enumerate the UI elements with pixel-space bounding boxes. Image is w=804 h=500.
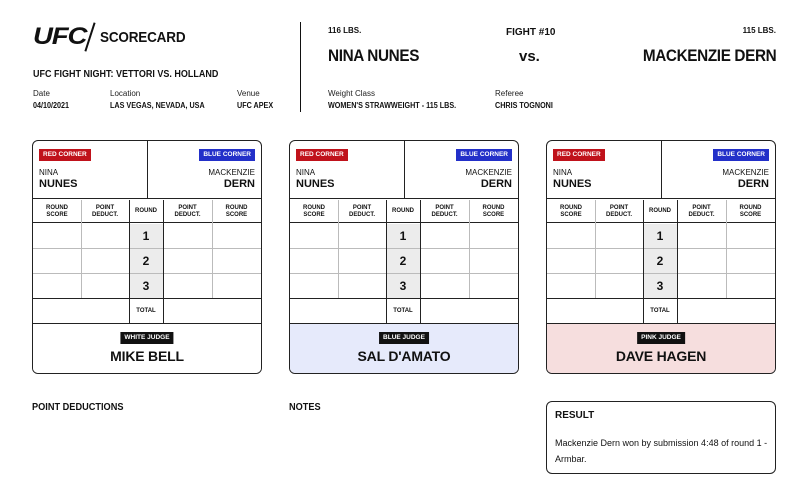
- total-label: TOTAL: [393, 307, 413, 314]
- judge-footer: [547, 323, 775, 374]
- round-2-label: 2: [129, 249, 163, 273]
- corner-divider: [661, 141, 662, 199]
- column-divider: [469, 200, 470, 298]
- notes-heading: NOTES: [289, 402, 321, 413]
- blue-fighter-first-name: MACKENZIE: [465, 168, 512, 177]
- corner-divider: [147, 141, 148, 199]
- column-divider: [420, 200, 421, 323]
- judge-badge: BLUE JUDGE: [379, 332, 429, 344]
- fight-number: FIGHT #10: [506, 27, 556, 38]
- event-name: UFC FIGHT NIGHT: VETTORI VS. HOLLAND: [33, 69, 219, 80]
- red-corner-badge: RED CORNER: [553, 149, 605, 161]
- red-point-deduct-header: POINT DEDUCT.: [348, 204, 375, 218]
- row-divider: [33, 248, 261, 249]
- row-divider: [290, 273, 518, 274]
- corner-header: [290, 141, 518, 199]
- judge-footer: [290, 323, 518, 374]
- judge-name: SAL D'AMATO: [357, 348, 451, 364]
- row-divider: [547, 248, 775, 249]
- blue-point-deduct-header: POINT DEDUCT.: [431, 204, 458, 218]
- scorecard-judge-1: [32, 140, 262, 374]
- judge-badge: WHITE JUDGE: [120, 332, 173, 344]
- column-divider: [677, 200, 678, 323]
- venue-value: UFC APEX: [237, 101, 274, 110]
- round-header: ROUND: [135, 208, 157, 214]
- judge-name: MIKE BELL: [110, 348, 184, 364]
- corner-divider: [404, 141, 405, 199]
- red-fighter-name: NINA NUNES: [328, 46, 420, 65]
- venue-label: Venue: [237, 89, 260, 98]
- score-header-row: [547, 200, 775, 223]
- blue-fighter-last-name: DERN: [737, 178, 769, 190]
- red-fighter-first-name: NINA: [39, 168, 59, 177]
- round-3-label: 3: [129, 274, 163, 298]
- blue-round-score-header: ROUND SCORE: [739, 204, 762, 218]
- red-fighter-first-name: NINA: [296, 168, 316, 177]
- blue-fighter-name: MACKENZIE DERN: [642, 46, 776, 65]
- blue-fighter-last-name: DERN: [480, 178, 512, 190]
- result-title: RESULT: [555, 410, 595, 421]
- red-fighter-last-name: NUNES: [296, 178, 335, 190]
- round-header: ROUND: [392, 208, 414, 214]
- round-2-label: 2: [386, 249, 420, 273]
- date-label: Date: [33, 89, 50, 98]
- referee-value: CHRIS TOGNONI: [495, 101, 553, 110]
- red-fighter-last-name: NUNES: [553, 178, 592, 190]
- round-3-label: 3: [386, 274, 420, 298]
- judge-badge: PINK JUDGE: [637, 332, 685, 344]
- ufc-logo: [33, 24, 195, 50]
- row-divider: [33, 273, 261, 274]
- blue-fighter-first-name: MACKENZIE: [722, 168, 769, 177]
- total-label: TOTAL: [136, 307, 156, 314]
- blue-corner-badge: BLUE CORNER: [713, 149, 769, 161]
- vs-text: vs.: [519, 48, 540, 65]
- point-deductions-heading: POINT DEDUCTIONS: [32, 402, 124, 413]
- round-3-label: 3: [643, 274, 677, 298]
- round-header: ROUND: [649, 208, 671, 214]
- result-box: [546, 401, 776, 474]
- scorecard-judge-3: [546, 140, 776, 374]
- blue-fighter-weight: 115 LBS.: [742, 26, 776, 35]
- blue-fighter-first-name: MACKENZIE: [208, 168, 255, 177]
- ufc-logo-text: UFC: [33, 23, 87, 50]
- round-1-label: 1: [129, 224, 163, 248]
- column-divider: [163, 200, 164, 323]
- red-round-score-header: ROUND SCORE: [560, 204, 582, 218]
- total-label: TOTAL: [650, 307, 670, 314]
- corner-header: [33, 141, 261, 199]
- red-fighter-last-name: NUNES: [39, 178, 78, 190]
- round-1-label: 1: [643, 224, 677, 248]
- row-divider: [547, 273, 775, 274]
- round-1-label: 1: [386, 224, 420, 248]
- weight-class-label: Weight Class: [328, 89, 375, 98]
- referee-label: Referee: [495, 89, 524, 98]
- column-divider: [212, 200, 213, 298]
- document-title: SCORECARD: [100, 28, 186, 46]
- blue-point-deduct-header: POINT DEDUCT.: [174, 204, 201, 218]
- score-header-row: [290, 200, 518, 223]
- result-text: Mackenzie Dern won by submission 4:48 of round 1 - Armbar.: [555, 438, 768, 464]
- red-corner-badge: RED CORNER: [39, 149, 91, 161]
- corner-header: [547, 141, 775, 199]
- red-corner-badge: RED CORNER: [296, 149, 348, 161]
- location-label: Location: [110, 89, 141, 98]
- header-divider: [300, 22, 301, 112]
- blue-round-score-header: ROUND SCORE: [482, 204, 505, 218]
- blue-corner-badge: BLUE CORNER: [456, 149, 512, 161]
- column-divider: [338, 200, 339, 298]
- blue-fighter-last-name: DERN: [223, 178, 255, 190]
- column-divider: [81, 200, 82, 298]
- red-round-score-header: ROUND SCORE: [46, 204, 68, 218]
- score-header-row: [33, 200, 261, 223]
- date-value: 04/10/2021: [33, 101, 70, 110]
- judge-name: DAVE HAGEN: [615, 348, 707, 364]
- red-round-score-header: ROUND SCORE: [303, 204, 325, 218]
- blue-point-deduct-header: POINT DEDUCT.: [688, 204, 715, 218]
- red-fighter-weight: 116 LBS.: [328, 26, 362, 35]
- red-point-deduct-header: POINT DEDUCT.: [91, 204, 118, 218]
- weight-class-value: WOMEN'S STRAWWEIGHT - 115 LBS.: [328, 101, 457, 110]
- column-divider: [726, 200, 727, 298]
- blue-corner-badge: BLUE CORNER: [199, 149, 255, 161]
- location-value: LAS VEGAS, NEVADA, USA: [110, 101, 205, 110]
- column-divider: [595, 200, 596, 298]
- scorecard-judge-2: [289, 140, 519, 374]
- red-point-deduct-header: POINT DEDUCT.: [605, 204, 632, 218]
- red-fighter-first-name: NINA: [553, 168, 573, 177]
- row-divider: [290, 248, 518, 249]
- judge-footer: [33, 323, 261, 374]
- blue-round-score-header: ROUND SCORE: [225, 204, 248, 218]
- round-2-label: 2: [643, 249, 677, 273]
